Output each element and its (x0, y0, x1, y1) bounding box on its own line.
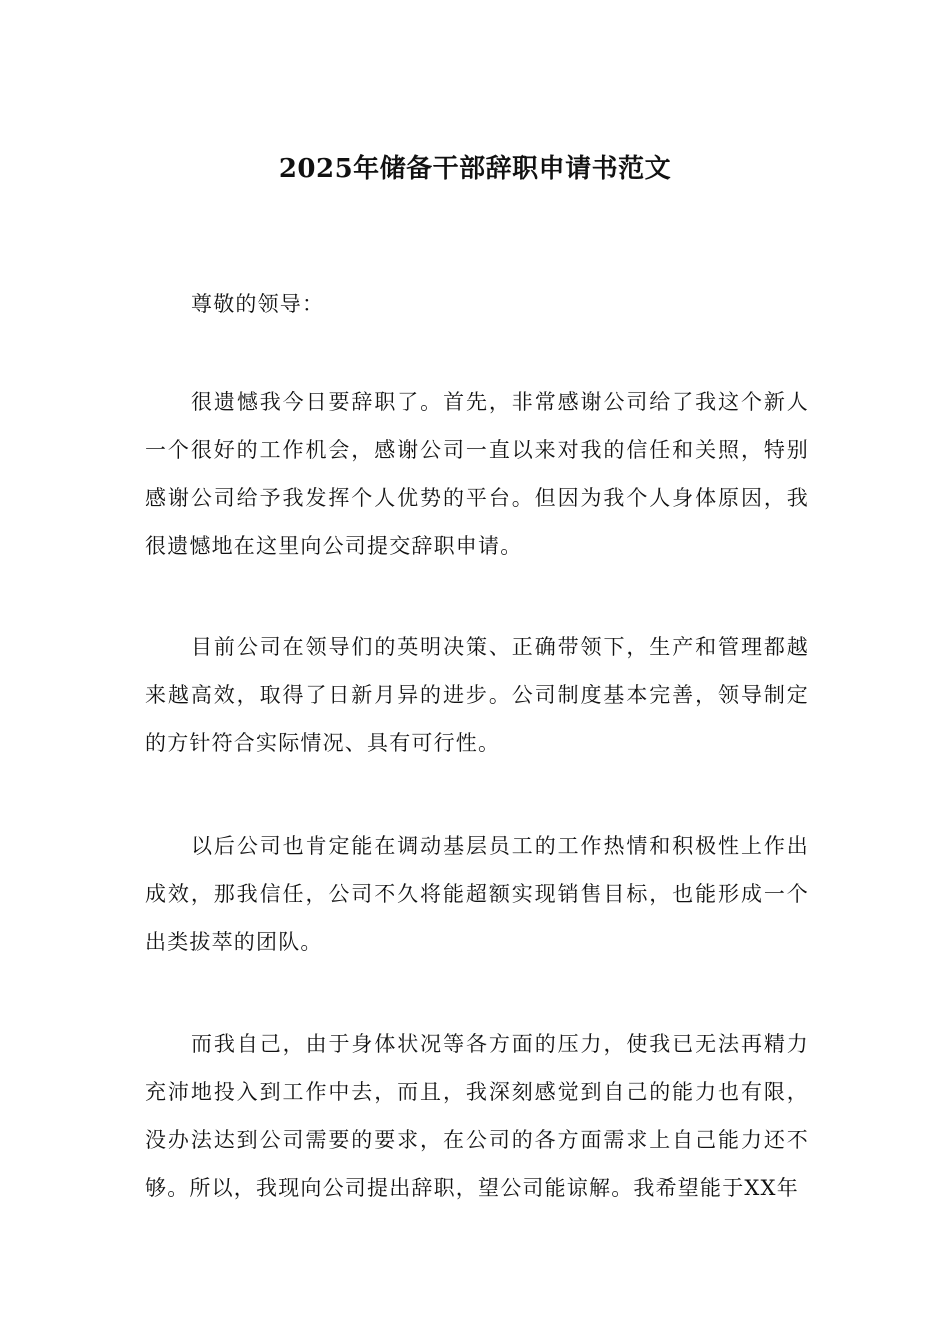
paragraph-4: 而我自己，由于身体状况等各方面的压力，使我已无法再精力充沛地投入到工作中去，而且，我深刻感觉到自己的能力也有限，没办法达到公司需要的要求，在公司的各方面需求上自己能力还不够。所以，我现向公司提出辞职，望公司能谅解。我希望能于XX年 (145, 1032, 809, 1200)
paragraph-3: 以后公司也肯定能在调动基层员工的工作热情和积极性上作出成效，那我信任，公司不久将能超额实现销售目标，也能形成一个出类拔萃的团队。 (145, 834, 809, 954)
salutation: 尊敬的领导： (191, 292, 325, 316)
paragraph-2: 目前公司在领导们的英明决策、正确带领下，生产和管理都越来越高效，取得了日新月异的进步。公司制度基本完善，领导制定的方针符合实际情况、具有可行性。 (145, 635, 809, 755)
document-title: 2025年储备干部辞职申请书范文 (278, 154, 672, 185)
paragraph-1: 很遗憾我今日要辞职了。首先，非常感谢公司给了我这个新人一个很好的工作机会，感谢公司一直以来对我的信任和关照，特别感谢公司给予我发挥个人优势的平台。但因为我个人身体原因，我很遗憾地在这里向公司提交辞职申请。 (145, 390, 809, 558)
